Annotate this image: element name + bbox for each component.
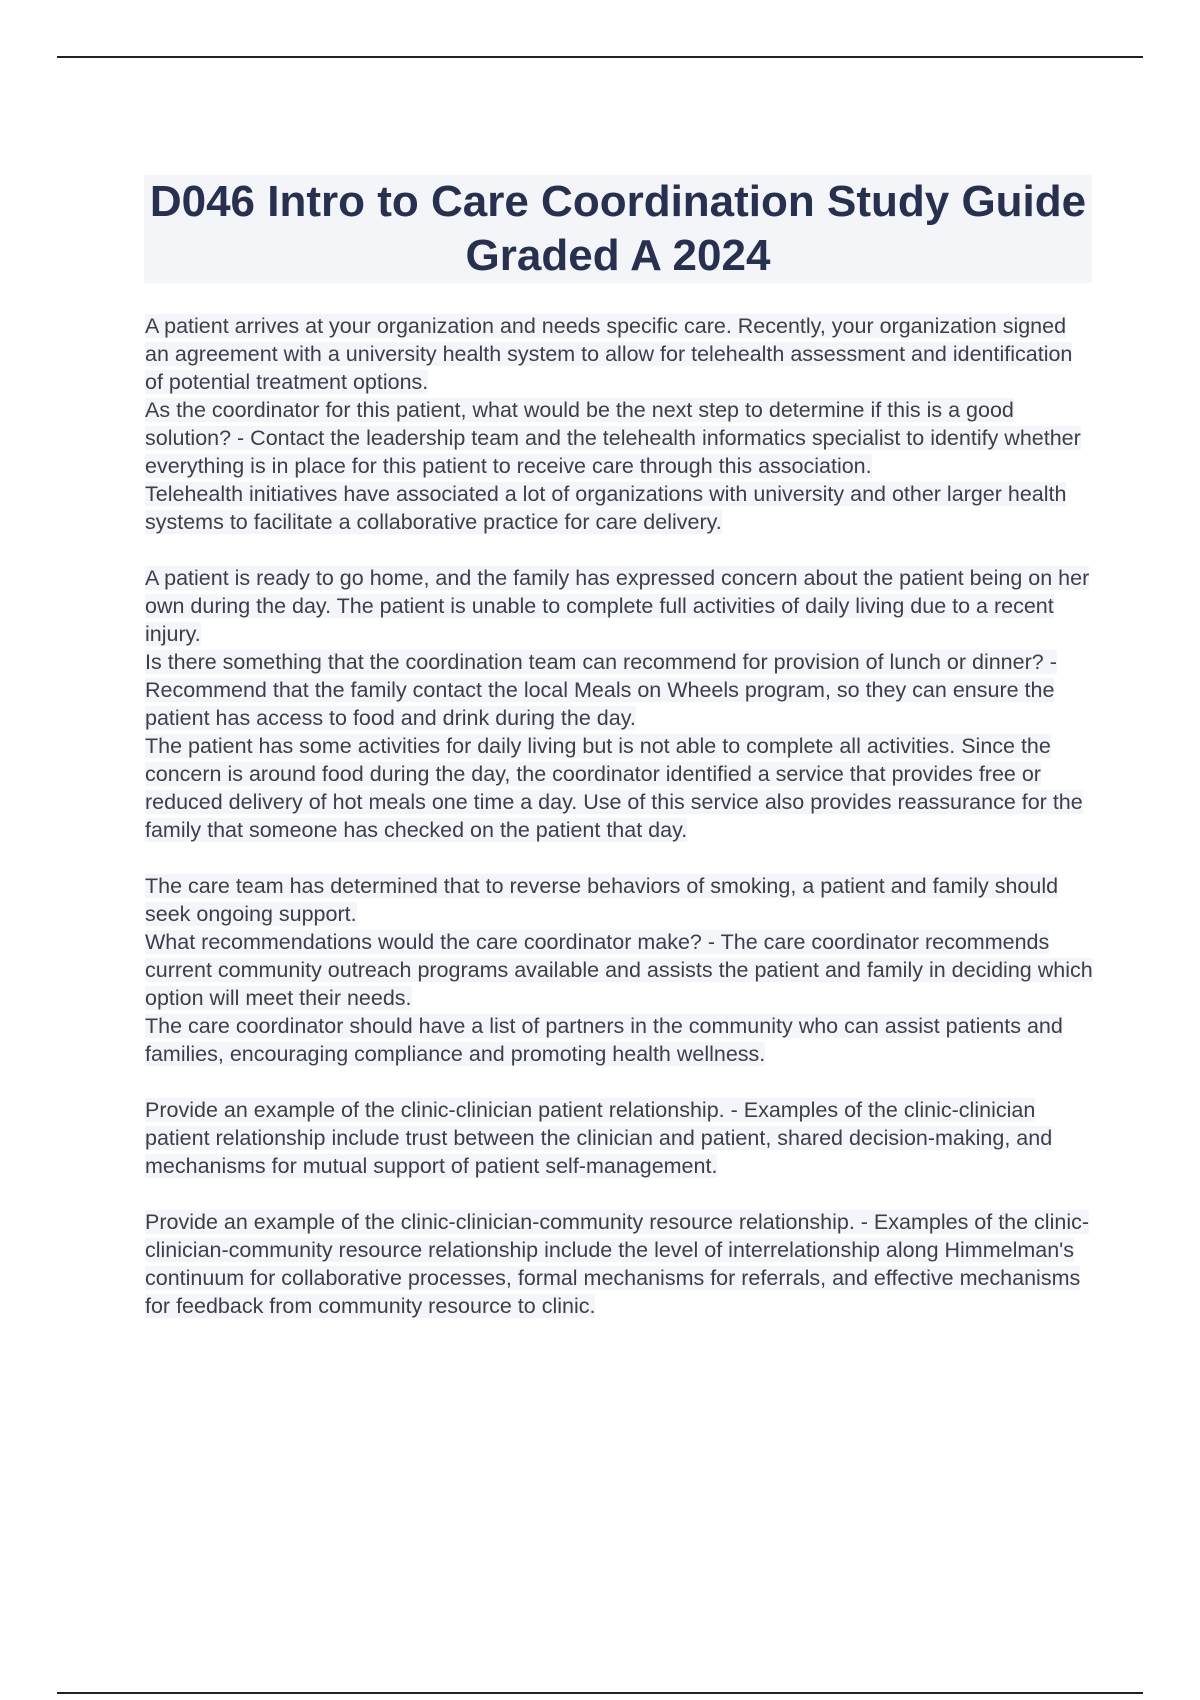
qa-rationale: Telehealth initiatives have associated a lot of organizations with university and other larger health systems to facilitate a collaborative practice for care delivery. [145,482,1067,534]
qa-question: Provide an example of the clinic-clinician patient relationship. - Examples of the clinic-clinician patient relationship include trust between the clinician and patient, shared decision-making, and mechanisms for mutual support of patient self-management. [145,1098,1053,1178]
qa-rationale: The care coordinator should have a list of partners in the community who can assist patients and families, encouraging compliance and promoting health wellness. [145,1014,1063,1066]
qa-answer: Is there something that the coordination team can recommend for provision of lunch or dinner? - Recommend that the family contact the local Meals on Wheels program, so they can ensure the patient has access to food and drink during the day. [145,650,1057,730]
qa-rationale: The patient has some activities for daily living but is not able to complete all activities. Since the concern is around food during the day, the coordinator identified a service that provides free or reduced delivery of hot meals one time a day. Use of this service also provides reassurance for the family that someone has checked on the patient that day. [145,734,1083,842]
qa-item-3 [145,872,1095,1068]
qa-item-5 [145,1208,1095,1320]
qa-item-1 [145,312,1095,536]
qa-answer: What recommendations would the care coordinator make? - The care coordinator recommends current community outreach programs available and assists the patient and family in deciding which option will meet their needs. [145,930,1093,1010]
document-title: D046 Intro to Care Coordination Study Guide Graded A 2024 [149,177,1087,280]
bottom-divider [57,1692,1143,1694]
study-guide-content [145,312,1095,1348]
qa-item-4 [145,1096,1095,1180]
title-banner [144,175,1092,283]
qa-question: A patient arrives at your organization and needs specific care. Recently, your organization signed an agreement with a university health system to allow for telehealth assessment and identification of potential treatment options. [145,314,1073,394]
top-divider [57,56,1143,58]
qa-question: The care team has determined that to reverse behaviors of smoking, a patient and family should seek ongoing support. [145,874,1059,926]
qa-item-2 [145,564,1095,844]
qa-answer: As the coordinator for this patient, what would be the next step to determine if this is a good solution? - Contact the leadership team and the telehealth informatics specialist to identify whether everything is in place for this patient to receive care through this association. [145,398,1081,478]
qa-question: A patient is ready to go home, and the family has expressed concern about the patient being on her own during the day. The patient is unable to complete full activities of daily living due to a recent injury. [145,566,1090,646]
qa-question: Provide an example of the clinic-clinician-community resource relationship. - Examples of the clinic-clinician-community resource relationship include the level of interrelationship along Himmelman's continuum for collaborative processes, formal mechanisms for referrals, and effective mechanisms for feedback from community resource to clinic. [145,1210,1090,1318]
